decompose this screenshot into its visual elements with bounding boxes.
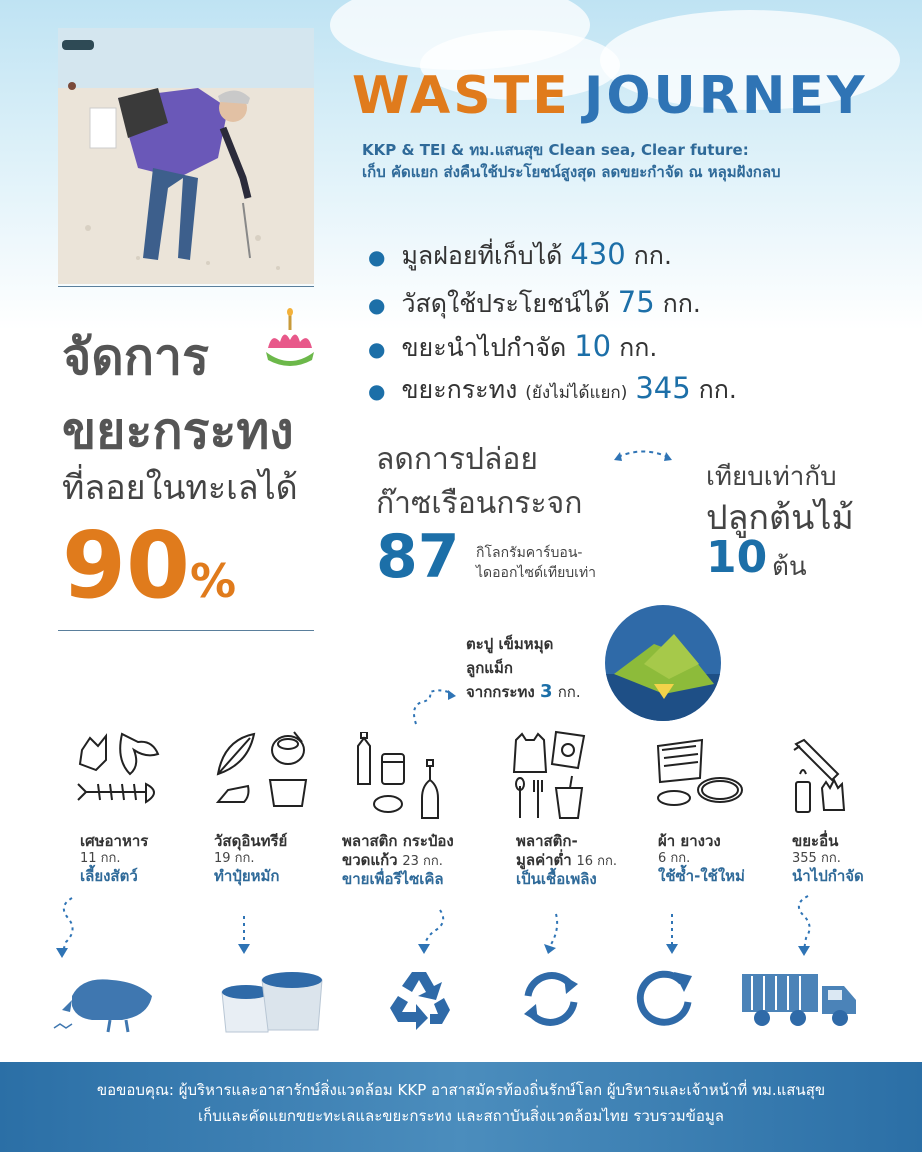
bullet-dot: ● [368,379,386,403]
category-other: ขยะอื่น 355 กก. นำไปกำจัด [792,832,864,885]
reuse-arrow-icon [634,966,696,1032]
krathong-leaf-photo [604,604,722,726]
metal-line-3: จากกระทง 3 กก. [466,681,581,702]
category-cloth-rubber: ผ้า ยางวง 6 กก. ใช้ซ้ำ-ใช้ใหม่ [658,832,745,885]
subtitle-line-1: KKP & TEI & ทม.แสนสุข Clean sea, Clear future: [362,141,749,159]
emission-unit-1: กิโลกรัมคาร์บอน- [476,545,583,561]
organic-material-icon [214,730,310,820]
circular-arrows-icon [518,966,584,1036]
dashed-arrow-icon [52,896,92,966]
stat-usable: ● วัสดุใช้ประโยชน์ได้ 75 กก. [368,285,701,319]
footer-line-2: เก็บและคัดแยกขยะทะเลและขยะกระทง และสถาบันสิ่งแวดล้อมไทย รวบรวมข้อมูล [198,1107,724,1125]
title-waste: WASTE [352,66,571,126]
krathong-icon [262,308,318,376]
subtitle-line-2: เก็บ คัดแยก ส่งคืนใช้ประโยชน์สูงสุด ลดขยะกำจัด ณ หลุมฝังกลบ [362,163,781,181]
trees-value: 10 [706,532,768,583]
title-journey: JOURNEY [584,66,868,126]
stat-disposed: ● ขยะนำไปกำจัด 10 กก. [368,329,658,363]
double-arrow-icon [612,446,674,472]
emission-label-1: ลดการปล่อย [376,442,539,477]
headline-line-2: ขยะกระทง [62,402,294,460]
compost-sacks-icon [218,964,328,1040]
divider-top [58,286,314,287]
stat-krathong: ● ขยะกระทง (ยังไม่ได้แยก) 345 กก. [368,371,737,405]
footer-line-1: ขอขอบคุณ: ผู้บริหารและอาสารักษ์สิ่งแวดล้อม KKP อาสาสมัครท้องถิ่นรักษ์โลก ผู้บริหารและเจ้าหน้าที่ ทม.แสนสุข [96,1081,826,1099]
metal-line-1: ตะปู เข็มหมุด [466,635,554,653]
bullet-dot: ● [368,337,386,361]
dashed-arrow-icon [414,908,450,962]
emission-value: 87 [376,522,460,592]
trees-label-2: ปลูกต้นไม้ [706,498,854,538]
bullet-dot: ● [368,245,386,269]
trees-label-1: เทียบเท่ากับ [706,462,837,492]
dashed-arrow-icon [540,912,564,962]
divider-bottom [58,630,314,631]
dashed-arrow-up-icon [408,684,458,732]
bullet-dot: ● [368,293,386,317]
low-value-plastic-icon [512,728,592,826]
cloth-rubber-band-icon [652,738,744,814]
headline-line-3: ที่ลอยในทะเลได้ [62,468,298,508]
dashed-arrow-icon [662,912,682,962]
emission-unit-2: ไดออกไซด์เทียบเท่า [476,565,597,581]
stat-collected: ● มูลฝอยที่เก็บได้ 430 กก. [368,237,672,271]
trees-unit: ต้น [772,552,807,582]
category-recyclables: พลาสติก กระป๋อง ขวดแก้ว 23 กก. ขายเพื่อรีไซเคิล [342,832,454,888]
dashed-arrow-icon [234,914,254,962]
dashed-arrow-icon [786,894,822,964]
beach-cleanup-photo [58,28,314,284]
metal-line-2: ลูกแม็ก [466,659,513,677]
bottles-cans-icon [354,732,450,826]
food-scraps-icon [76,730,166,820]
category-low-value-plastic: พลาสติก- มูลค่าต่ำ 16 กก. เป็นเชื้อเพลิง [516,832,618,888]
percent-value: 90% [62,512,237,619]
category-organic: วัสดุอินทรีย์ 19 กก. ทำปุ๋ยหมัก [214,832,288,885]
chicken-icon [52,966,162,1038]
emission-label-2: ก๊าซเรือนกระจก [376,486,583,521]
other-waste-icon [790,738,860,822]
headline-line-1: จัดการ [62,328,209,386]
garbage-truck-icon [738,966,862,1032]
category-food: เศษอาหาร 11 กก. เลี้ยงสัตว์ [80,832,149,885]
footer-banner [0,1062,922,1152]
recycle-icon [386,968,452,1034]
